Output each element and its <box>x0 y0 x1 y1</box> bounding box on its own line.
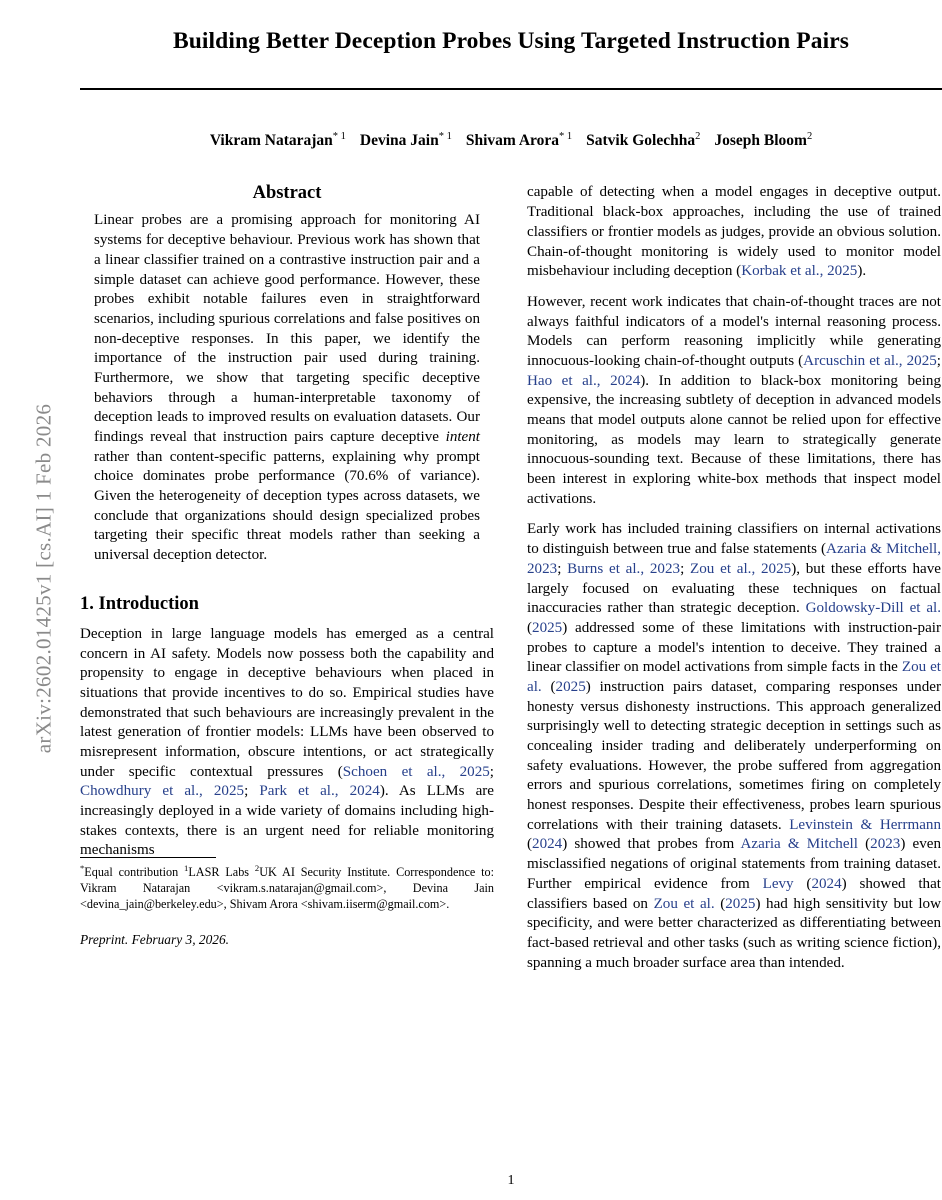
citation-link[interactable]: Zou et al. <box>527 659 942 695</box>
text-segment: ( <box>527 619 533 636</box>
text-segment: ). In addition to black-box monitoring being expensive, the increasing subtlety of deception in advanced models means that model outputs alone cannot be relied upon for effective monitoring, as models may learn to strategically generate innocuous-sounding text. Because of these limitations, there has been interest in exploring white-box methods that inspect model activations. <box>527 372 941 507</box>
text-segment: ( <box>857 836 871 853</box>
abstract-emphasis: intent <box>445 429 480 446</box>
text-segment: capable of detecting when a model engages in deceptive output. Traditional black-box approaches, including the use of trained classifiers or frontier models as judges, provide an obvious solution. Chain-of-thought monitoring is widely used to monitor model misbehaviour including deception ( <box>527 184 941 280</box>
author-entry <box>360 132 452 149</box>
citation-link[interactable]: Zou et al., 2025 <box>690 560 792 577</box>
citation-link[interactable]: Korbak et al., 2025 <box>741 263 858 280</box>
page-number: 1 <box>507 1173 515 1188</box>
text-segment: ( <box>714 895 726 912</box>
citation-link[interactable]: 2025 <box>725 895 756 912</box>
citation-link[interactable]: Azaria & Mitchell, 2023 <box>527 541 941 577</box>
page-title: Building Better Deception Probes Using Targeted Instruction Pairs <box>172 28 850 54</box>
right-column <box>527 183 941 984</box>
text-segment: ) instruction pairs dataset, comparing responses under honesty versus dishonesty instructions. This approach generalized surprisingly well to detecting strategic deception in settings such as concealing insider trading and deliberately underperforming on safety evaluations. However, the probe suffered from aggregation errors and spurious correlations, sometimes firing on completely honest responses. Despite their effectiveness, probes learn spurious correlations with their training datasets. <box>527 678 941 833</box>
citation-link[interactable]: Schoen et al., 2025 <box>342 763 490 780</box>
right-paragraph-2 <box>527 293 941 510</box>
title-divider <box>80 88 942 90</box>
author-entry <box>466 132 572 149</box>
author-affiliation-marks: * 1 <box>438 131 452 143</box>
citation-link[interactable]: Goldowsky-Dill et al. <box>805 600 941 617</box>
arxiv-stamp: arXiv:2602.01425v1 [cs.AI] 1 Feb 2026 <box>31 403 56 754</box>
abstract-segment: Linear probes are a promising approach for monitoring AI systems for deceptive behaviour. Previous work has shown that a linear classifier trained on a contrastive instruction pair and a simple dataset can achieve good performance. However, these probes exhibit notable failures even in straightforward scenarios, including spurious correlations and false positives on non-deceptive responses. In this paper, we identify the importance of the instruction pair used during training. Furthermore, we show that targeting specific deceptive behaviors through a human-interpretable taxonomy of deception leads to improved results on evaluation datasets. Our findings reveal that instruction pairs capture deceptive <box>94 212 480 446</box>
citation-link[interactable]: 2025 <box>555 678 586 695</box>
text-segment: ; <box>680 560 691 577</box>
intro-paragraph-1 <box>80 625 494 861</box>
author-name: Joseph Bloom <box>714 132 807 150</box>
text-segment: ), but these efforts have largely focused on evaluating these techniques on factual inaccuracies rather than strategic deception. <box>527 560 941 617</box>
citation-link[interactable]: Arcuschin et al., 2025 <box>803 352 937 369</box>
text-segment: ) showed that probes from <box>562 836 741 853</box>
right-paragraph-1 <box>527 183 941 281</box>
author-affiliation-marks: 2 <box>695 131 701 143</box>
text-segment: ( <box>793 875 812 892</box>
author-affiliation-marks: * 1 <box>332 131 346 143</box>
text-segment: ; <box>489 763 494 780</box>
abstract-segment: rather than content-specific patterns, explaining why prompt choice dominates probe performance (70.6% of variance). Given the heterogeneity of deception types across datasets, we conclude that organizations should design specialized probes targeting their specific threat models rather than seeking a universal deception detector. <box>94 448 480 564</box>
text-segment: Deception in large language models has emerged as a central concern in AI safety. Models now possess both the capability and propensity to engage in deceptive behaviours when placed in situations that provide incentives to do so. Empirical studies have demonstrated that such behaviours are increasingly prevalent in the latest generation of frontier models: LLMs have been observed to misrepresent information, obscure intentions, or act strategically under specific contextual pressures ( <box>80 625 494 780</box>
citation-link[interactable]: Park et al., 2024 <box>259 783 380 800</box>
author-affiliation-marks: * 1 <box>559 131 573 143</box>
text-segment: ). As LLMs are increasingly deployed in a wide variety of domains including high-stakes contexts, there is an urgent need for reliable monitoring mechanisms <box>80 783 494 859</box>
citation-link[interactable]: Levy <box>762 875 794 892</box>
citation-link[interactable]: Hao et al., 2024 <box>527 372 641 389</box>
text-segment: ; <box>936 352 941 369</box>
author-affiliation-marks: 2 <box>806 131 813 143</box>
text-segment: ) had high sensitivity but low specificity, and were better characterized as differentiating between fact-based retrieval and other tasks (such as writing science fiction), spanning a much broader surface area than intended. <box>527 895 941 971</box>
author-name: Devina Jain <box>359 132 439 150</box>
citation-link[interactable]: Levinstein & Herrmann <box>789 816 942 833</box>
two-column-body <box>80 183 942 984</box>
text-segment: ; <box>244 783 260 800</box>
citation-link[interactable]: Chowdhury et al., 2025 <box>80 783 245 800</box>
abstract-heading: Abstract <box>252 183 322 204</box>
text-segment: ). <box>857 263 867 280</box>
citation-link[interactable]: 2023 <box>870 836 901 853</box>
affiliation-mark-1: 1 <box>184 863 189 874</box>
author-entry <box>586 132 700 149</box>
author-list <box>80 130 942 151</box>
author-entry <box>210 132 346 149</box>
author-name: Satvik Golechha <box>586 132 696 150</box>
text-segment: ( <box>541 678 556 695</box>
author-name: Vikram Natarajan <box>209 132 333 150</box>
affiliation-mark-2: 2 <box>254 863 260 874</box>
text-segment: However, recent work indicates that chain-of-thought traces are not always faithful indicators of a model's internal reasoning process. Models can perform reasoning implicitly while generating innocuous-looking chain-of-thought outputs ( <box>527 293 941 369</box>
text-segment: ) addressed some of these limitations with instruction-pair probes to capture a model's intention to deceive. They trained a linear classifier on model activations from simple facts in the <box>527 619 941 676</box>
footnote-block <box>80 857 494 948</box>
citation-link[interactable]: Azaria & Mitchell <box>740 836 858 853</box>
author-name: Shivam Arora <box>465 132 560 150</box>
footnote-divider <box>80 857 216 858</box>
text-segment: ) even misclassified negations of original statements from training dataset. Further empirical evidence from <box>527 836 942 892</box>
citation-link[interactable]: 2025 <box>532 619 563 636</box>
text-segment: Early work has included training classifiers on internal activations to distinguish between true and false statements ( <box>527 521 941 558</box>
text-segment: Equal contribution <box>84 865 185 880</box>
text-segment: UK AI Security Institute. Correspondence to: Vikram Natarajan <vikram.s.natarajan@gmail.com>, Devina Jain <devina_jain@berkeley.edu>, Shivam Arora <shivam.iiserm@gmail.com>. <box>80 865 494 912</box>
text-segment: LASR Labs <box>188 865 255 880</box>
right-paragraph-3 <box>527 520 941 973</box>
text-segment: ) showed that classifiers based on <box>527 875 941 912</box>
citation-link[interactable]: 2024 <box>532 836 563 853</box>
section-heading-introduction: 1. Introduction <box>80 593 199 614</box>
paper-page <box>80 0 942 1200</box>
footnote-star-mark: * <box>80 863 85 874</box>
citation-link[interactable]: 2024 <box>811 875 842 892</box>
text-segment: ( <box>527 836 533 853</box>
preprint-notice: Preprint. February 3, 2026. <box>80 932 230 948</box>
author-entry <box>714 132 812 149</box>
citation-link[interactable]: Zou et al. <box>653 895 715 912</box>
citation-link[interactable]: Burns et al., 2023 <box>567 560 681 577</box>
abstract-text <box>80 211 494 565</box>
footnote-text <box>80 863 494 913</box>
left-column <box>80 183 494 984</box>
text-segment: ; <box>557 560 568 577</box>
